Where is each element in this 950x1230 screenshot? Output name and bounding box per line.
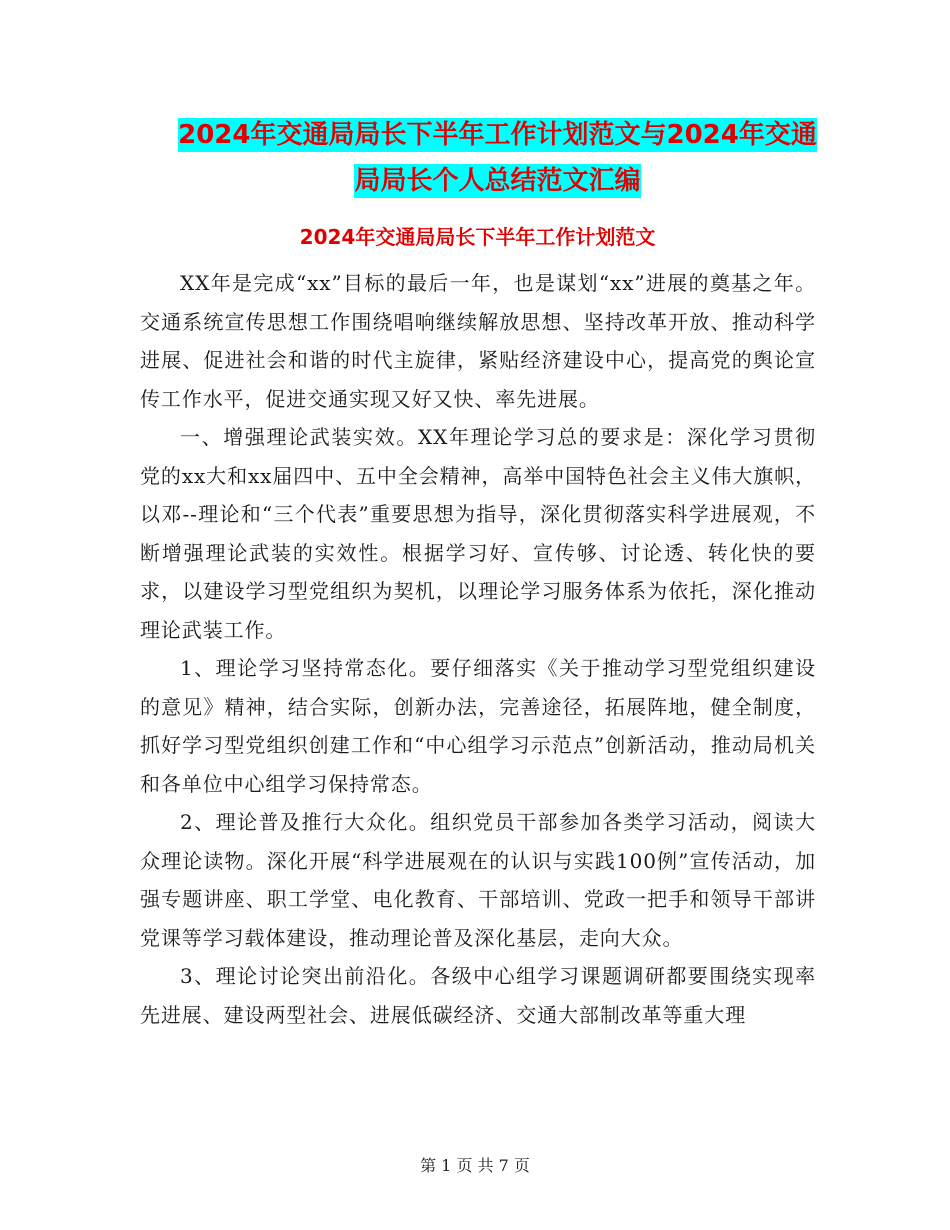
paragraph-intro: XX年是完成“xx”目标的最后一年，也是谋划“xx”进展的奠基之年。交通系统宣传思想工作围绕唱响继续解放思想、坚持改革开放、推动科学进展、促进社会和谐的时代主旋律，紧贴经济建设中心，提高党的舆论宣传工作水平，促进交通实现又好又快、率先进展。 [140, 271, 816, 411]
title-line-2: 局局长个人总结范文汇编 [354, 166, 641, 196]
document-title [140, 112, 855, 204]
section-title: 2024年交通局局长下半年工作计划范文 [299, 225, 656, 249]
document-body [140, 264, 816, 1034]
paragraph-section-1: 一、增强理论武装实效。XX年理论学习总的要求是：深化学习贯彻党的xx大和xx届四中、五中全会精神，高举中国特色社会主义伟大旗帜，以邓--理论和“三个代表”重要思想为指导，深化贯彻落实科学进展观，不断增强理论武装的实效性。根据学习好、宣传够、讨论透、转化快的要求，以建设学习型党组织为契机，以理论学习服务体系为依托，深化推动理论武装工作。 [140, 425, 816, 642]
paragraph-item-3: 3、理论讨论突出前沿化。各级中心组学习课题调研都要围绕实现率先进展、建设两型社会、进展低碳经济、交通大部制改革等重大理 [140, 964, 816, 1027]
page-footer: 第 1 页 共 7 页 [420, 1156, 530, 1175]
title-line-1: 2024年交通局局长下半年工作计划范文与2024年交通 [178, 120, 817, 150]
paragraph-item-1: 1、理论学习坚持常态化。要仔细落实《关于推动学习型党组织建设的意见》精神，结合实际，创新办法，完善途径，拓展阵地，健全制度，抓好学习型党组织创建工作和“中心组学习示范点”创新活动，推动局机关和各单位中心组学习保持常态。 [140, 656, 816, 796]
paragraph-item-2: 2、理论普及推行大众化。组织党员干部参加各类学习活动，阅读大众理论读物。深化开展“科学进展观在的认识与实践100例”宣传活动，加强专题讲座、职工学堂、电化教育、干部培训、党政一把手和领导干部讲党课等学习载体建设，推动理论普及深化基层，走向大众。 [140, 810, 816, 950]
